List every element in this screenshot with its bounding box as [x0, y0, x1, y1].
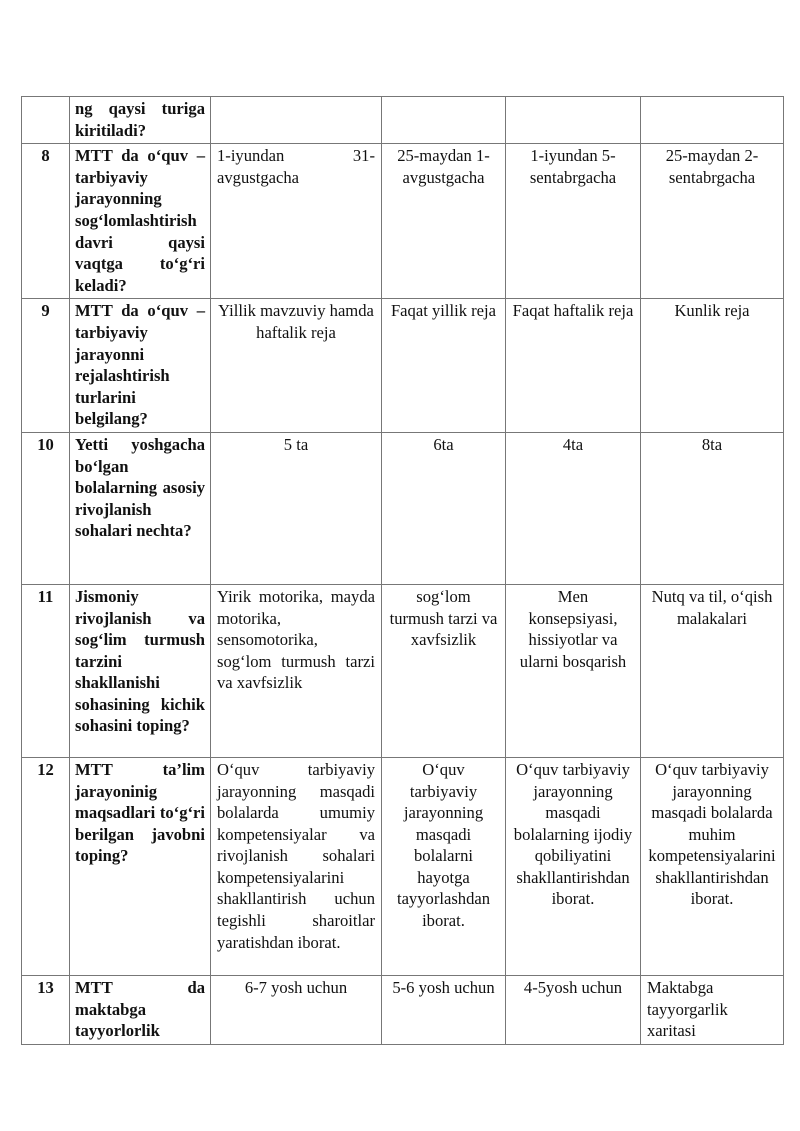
answer-option-a: Yillik mavzuviy hamda haftalik reja	[211, 299, 382, 433]
question-text: Yetti yoshgacha bo‘lgan bolalarning asosiy rivojlanish sohalari nechta?	[70, 432, 211, 584]
question-text: Jismoniy rivojlanish va sog‘lim turmush tarzini shakllanishi sohasining kichik sohasini toping?	[70, 584, 211, 757]
answer-option-a: 5 ta	[211, 432, 382, 584]
answer-option-d: Kunlik reja	[641, 299, 784, 433]
answer-option-d: 25-maydan 2-sentabrgacha	[641, 144, 784, 299]
answer-option-c: 1-iyundan 5-sentabrgacha	[506, 144, 641, 299]
answer-option-b: Faqat yillik reja	[382, 299, 506, 433]
table-row	[22, 432, 784, 584]
question-number: 13	[22, 975, 70, 1044]
question-number	[22, 97, 70, 144]
question-number: 8	[22, 144, 70, 299]
answer-option-d: O‘quv tarbiyaviy jarayonning masqadi bolalarda muhim kompetensiyalarini shakllantirishdan iborat.	[641, 757, 784, 975]
question-number: 12	[22, 757, 70, 975]
answer-option-b: 6ta	[382, 432, 506, 584]
answer-option-d	[641, 97, 784, 144]
question-number: 10	[22, 432, 70, 584]
question-text: MTT da o‘quv –tarbiyaviy jarayonni rejalashtirish turlarini belgilang?	[70, 299, 211, 433]
question-number: 9	[22, 299, 70, 433]
question-text: MTT da o‘quv –tarbiyaviy jarayonning sog‘lomlashtirish davri qaysi vaqtga to‘g‘ri keladi?	[70, 144, 211, 299]
answer-option-b: 5-6 yosh uchun	[382, 975, 506, 1044]
answer-option-c	[506, 97, 641, 144]
answer-option-c: Men konsepsiyasi, hissiyotlar va ularni bosqarish	[506, 584, 641, 757]
answer-option-b	[382, 97, 506, 144]
question-text: MTT da maktabga tayyorlorlik	[70, 975, 211, 1044]
answer-option-a	[211, 97, 382, 144]
answer-option-c: 4-5yosh uchun	[506, 975, 641, 1044]
answer-option-b: O‘quv tarbiyaviy jarayonning masqadi bolalarni hayotga tayyorlashdan iborat.	[382, 757, 506, 975]
answer-option-d: 8ta	[641, 432, 784, 584]
question-text: MTT ta’lim jarayoninig maqsadlari to‘g‘ri berilgan javobni toping?	[70, 757, 211, 975]
table-row	[22, 975, 784, 1044]
question-text: ng qaysi turiga kiritiladi?	[70, 97, 211, 144]
answer-option-c: O‘quv tarbiyaviy jarayonning masqadi bolalarning ijodiy qobiliyatini shakllantirishdan iborat.	[506, 757, 641, 975]
answer-option-b: 25-maydan 1-avgustgacha	[382, 144, 506, 299]
answer-option-c: 4ta	[506, 432, 641, 584]
table-row	[22, 757, 784, 975]
answer-option-d: Maktabga tayyorgarlik xaritasi	[641, 975, 784, 1044]
answer-option-a: 6-7 yosh uchun	[211, 975, 382, 1044]
answer-option-a: O‘quv tarbiyaviy jarayonning masqadi bolalarda umumiy kompetensiyalar va rivojlanish sohalari kompetensiyalarini shakllantirish uchun tegishli sharoitlar yaratishdan iborat.	[211, 757, 382, 975]
question-number: 11	[22, 584, 70, 757]
table-row	[22, 584, 784, 757]
table-row	[22, 97, 784, 144]
answer-option-a: Yirik motorika, mayda motorika, sensomotorika, sog‘lom turmush tarzi va xavfsizlik	[211, 584, 382, 757]
answer-option-a: 1-iyundan 31-avgustgacha	[211, 144, 382, 299]
answer-option-b: sog‘lom turmush tarzi va xavfsizlik	[382, 584, 506, 757]
answer-option-d: Nutq va til, o‘qish malakalari	[641, 584, 784, 757]
answer-option-c: Faqat haftalik reja	[506, 299, 641, 433]
quiz-table	[21, 96, 784, 1045]
table-row	[22, 144, 784, 299]
table-row	[22, 299, 784, 433]
